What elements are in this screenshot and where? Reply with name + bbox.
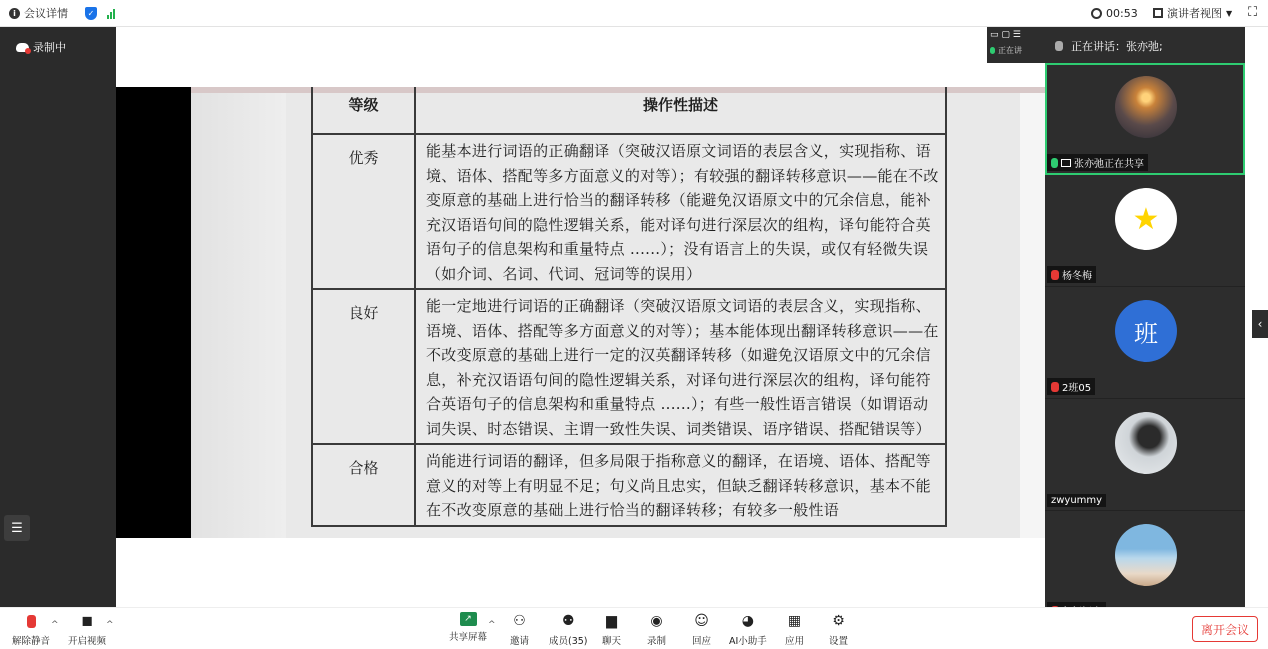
stage-bottom-area — [116, 538, 1045, 607]
mini-speaking-label: 正在讲 — [998, 46, 1022, 55]
document-photo — [191, 87, 1045, 538]
participant-tile[interactable] — [1045, 287, 1245, 399]
star-icon: ★ — [1132, 201, 1160, 237]
recording-label: 录制中 — [33, 41, 66, 54]
bottom-toolbar — [0, 607, 1268, 649]
chevron-down-icon: ▼ — [1226, 8, 1233, 18]
clock-icon — [1091, 8, 1102, 19]
members-button[interactable]: ⚉ 成员(35) — [549, 613, 588, 647]
add-user-icon: ⚇ — [513, 613, 526, 629]
description-cell: 尚能进行词语的翻译，但多局限于指称意义的翻译，在语境、语体、搭配等意义的对等上有明显不足；句义尚且忠实，但缺乏翻译转移意识，基本不能在不改变原意的基础上进行恰当的翻译转移；有较多一般性语 — [415, 444, 946, 526]
mic-off-icon — [22, 612, 40, 630]
grade-cell: 良好 — [312, 289, 415, 444]
left-panel — [0, 27, 116, 607]
participant-tile[interactable] — [1045, 175, 1245, 287]
screen-share-icon — [1061, 159, 1071, 167]
description-cell: 能基本进行词语的正确翻译（突破汉语原文词语的表层含义，实现指称、语境、语体、搭配等多方面意义的对等）；有较强的翻译转移意识——能在不改变原意的基础上进行恰当的翻译转移（能避免汉语原文中的冗余信息，能补充汉语语句间的隐性逻辑关系，能对译句进行深层次的组构，译句能符合英语句子的信息架构和重量特点 ......）；没有语言上的失误，或仅有轻微失误（如介词、名词、代词、冠词等的误用） — [415, 134, 946, 289]
paper-margin — [191, 87, 286, 538]
cloud-record-icon — [16, 43, 29, 52]
table-row — [312, 289, 946, 444]
mic-off-icon — [1051, 270, 1059, 280]
list-icon: ☰ — [11, 520, 23, 536]
participant-name: 张亦弛正在共享 — [1047, 154, 1148, 171]
invite-button[interactable]: ⚇ 邀请 — [510, 613, 530, 647]
avatar — [1115, 76, 1177, 138]
users-icon: ⚉ — [561, 613, 575, 629]
paper-edge — [1020, 87, 1045, 538]
participant-gallery — [1045, 27, 1245, 624]
view-mode-dropdown[interactable] — [1153, 5, 1232, 21]
shield-icon[interactable]: ✓ — [85, 7, 97, 20]
chevron-up-icon[interactable]: ^ — [51, 620, 59, 630]
share-screen-icon: ↗ — [460, 612, 477, 626]
avatar — [1115, 412, 1177, 474]
meeting-info-button[interactable] — [9, 5, 68, 21]
participant-tile[interactable] — [1045, 63, 1245, 175]
avatar — [1115, 188, 1177, 250]
apps-button[interactable]: ▦ 应用 — [785, 613, 805, 647]
participant-name: 杨冬梅 — [1047, 266, 1096, 283]
leave-meeting-button[interactable]: 离开会议 — [1192, 616, 1258, 642]
gear-icon: ⚙ — [832, 613, 845, 629]
header-description: 操作性描述 — [415, 87, 946, 134]
recording-indicator[interactable] — [16, 39, 66, 55]
layout-icon — [1153, 8, 1163, 18]
unmute-button[interactable]: 解除静音 — [12, 612, 50, 647]
mic-off-icon — [1051, 382, 1059, 392]
mic-icon — [1055, 41, 1063, 51]
stage-top-area — [116, 27, 1045, 87]
meeting-timer — [1091, 7, 1138, 20]
start-video-button[interactable]: ◼ 开启视频 — [68, 613, 107, 647]
mini-window-controls[interactable]: ▭ ▢ ☰ — [990, 30, 1021, 40]
chevron-up-icon[interactable]: ^ — [488, 620, 496, 630]
info-icon: i — [9, 8, 20, 19]
chat-button[interactable]: ▆ 聊天 — [602, 613, 622, 647]
camera-off-icon: ◼ — [81, 613, 93, 629]
signal-icon[interactable] — [107, 8, 115, 19]
ai-assistant-icon: ◕ — [741, 613, 755, 629]
collapse-gallery-button[interactable] — [1252, 310, 1268, 338]
chat-icon: ▆ — [606, 613, 617, 629]
settings-button[interactable]: ⚙ 设置 — [829, 613, 849, 647]
avatar — [1115, 524, 1177, 586]
description-cell: 能一定地进行词语的正确翻译（突破汉语原文词语的表层含义，实现指称、语境、语体、搭配等多方面意义的对等）；基本能体现出翻译转移意识——在不改变原意的基础上进行一定的汉英翻译转移（如避免汉语原文中的冗余信息，补充汉语语句间的隐性逻辑关系，对译句进行深层次的组构，译句能符合英语句子的信息架构和重量特点 ......）；有些一般性语言错误（如谓语动词失误、时态错误、主谓一致性失误、词类错误、语序错误、搭配错误等） — [415, 289, 946, 444]
shared-screen[interactable] — [116, 87, 1045, 538]
top-bar — [0, 0, 1268, 27]
record-icon: ◉ — [650, 613, 663, 629]
mini-speaking — [990, 45, 1042, 56]
table-row — [312, 134, 946, 289]
timer-label: 00:53 — [1106, 6, 1138, 20]
chevron-left-icon: ‹ — [1257, 317, 1263, 331]
participant-name: zwyummy — [1047, 494, 1106, 507]
header-grade: 等级 — [312, 87, 415, 134]
mini-speaker-panel[interactable] — [987, 27, 1045, 63]
fullscreen-icon[interactable]: ⛶ — [1248, 5, 1258, 20]
participant-name: 2班05 — [1047, 378, 1095, 395]
reaction-icon: ☺ — [694, 613, 709, 629]
chevron-up-icon[interactable]: ^ — [106, 620, 114, 630]
criteria-table — [311, 87, 947, 527]
record-button[interactable]: ◉ 录制 — [647, 613, 667, 647]
speaking-indicator — [1045, 35, 1245, 57]
grade-cell: 合格 — [312, 444, 415, 526]
speaking-label: 正在讲话：张亦弛; — [1071, 40, 1163, 53]
apps-icon: ▦ — [787, 613, 802, 629]
view-mode-label: 演讲者视图 — [1167, 7, 1222, 20]
avatar: 班 — [1115, 300, 1177, 362]
table-header-row — [312, 87, 946, 134]
react-button[interactable]: ☺ 回应 — [692, 613, 712, 647]
grade-cell: 优秀 — [312, 134, 415, 289]
table-row — [312, 444, 946, 526]
list-menu-button[interactable] — [4, 515, 30, 541]
ai-assistant-button[interactable]: ◕ AI小助手 — [729, 613, 767, 647]
mic-icon — [1051, 158, 1058, 168]
share-screen-button[interactable]: ↗ 共享屏幕 — [449, 614, 488, 643]
meeting-info-label: 会议详情 — [24, 7, 68, 20]
participant-tile[interactable] — [1045, 399, 1245, 511]
mic-icon — [990, 47, 995, 54]
